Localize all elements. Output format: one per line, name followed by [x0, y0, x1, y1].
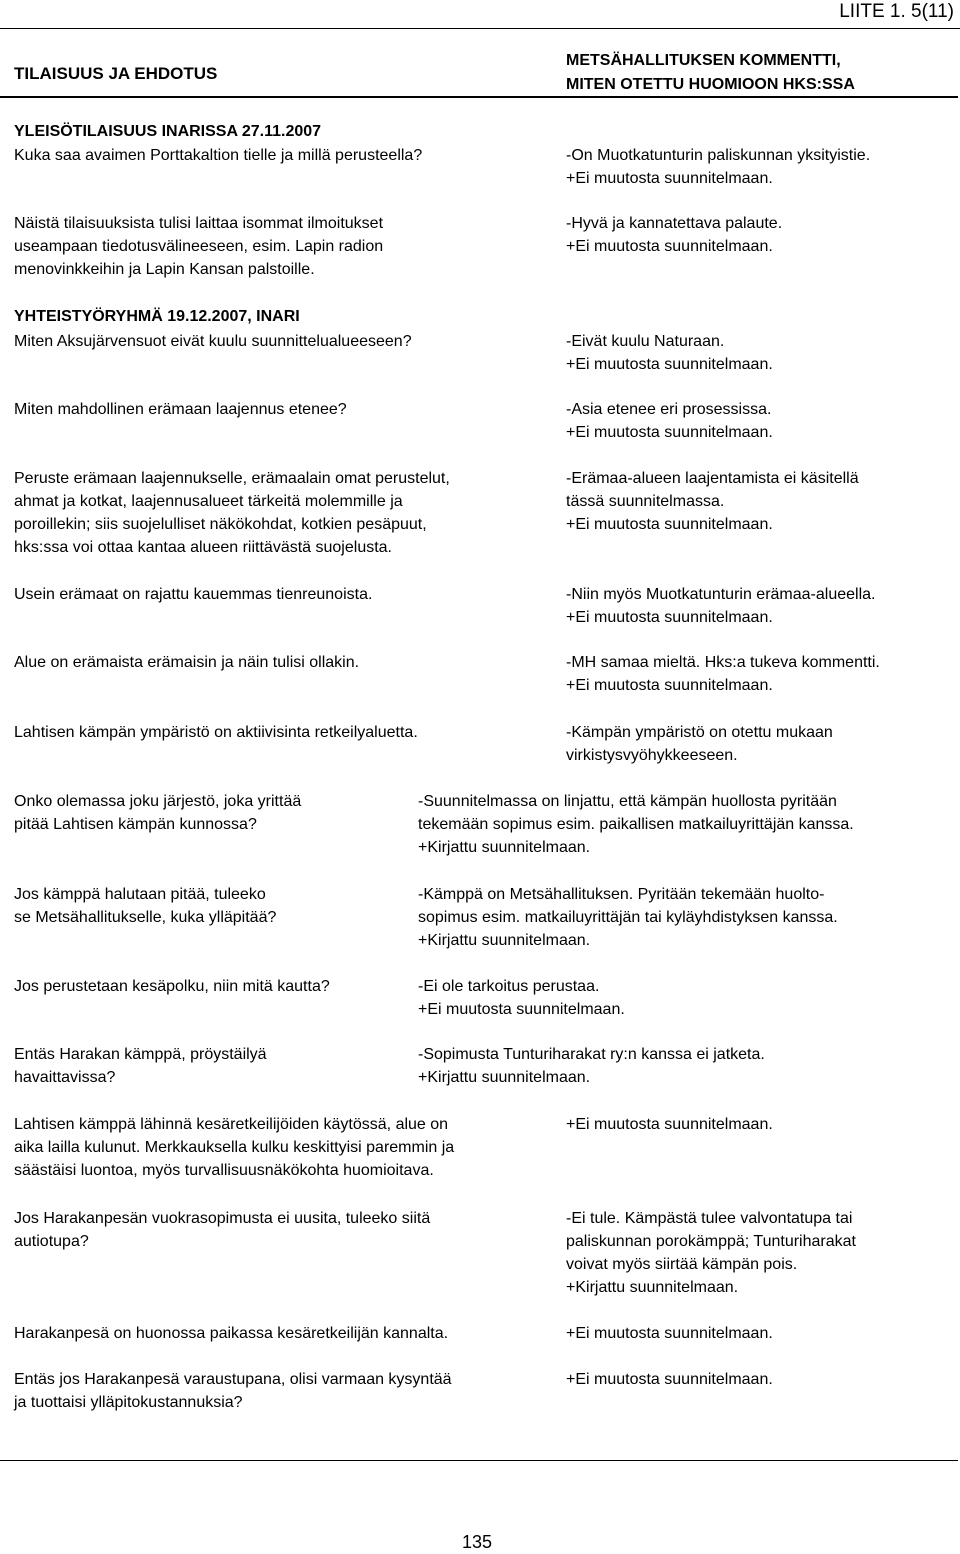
header-right-title-line1: METSÄHALLITUKSEN KOMMENTTI, — [566, 52, 841, 69]
response-text: -Suunnitelmassa on linjattu, että kämpän huollosta pyritään tekemään sopimus esim. paikallisen matkailuyrittäjän kanssa. +Kirjattu suunnitelmaan. — [418, 793, 854, 856]
page-label: LIITE 1. 5(11) — [839, 1, 954, 22]
response-text: +Ei muutosta suunnitelmaan. — [566, 1371, 773, 1388]
proposal-text: Lahtisen kämppä lähinnä kesäretkeilijöiden käytössä, alue on aika lailla kulunut. Merkkauksella kulku keskittyisi paremmin ja säästäisi luontoa, myös turvallisuusnäkökohta huomioitava. — [14, 1116, 455, 1179]
response-text: -Niin myös Muotkatunturin erämaa-alueella. +Ei muutosta suunnitelmaan. — [566, 586, 876, 626]
section-title-yhteistyoryhma: YHTEISTYÖRYHMÄ 19.12.2007, INARI — [14, 308, 300, 325]
header-rule — [0, 96, 958, 98]
proposal-text: Miten Aksujärvensuot eivät kuulu suunnittelualueeseen? — [14, 333, 412, 350]
proposal-text: Alue on erämaista erämaisin ja näin tulisi ollakin. — [14, 654, 360, 671]
response-text: -Ei tule. Kämpästä tulee valvontatupa tai paliskunnan porokämppä; Tunturiharakat voivat myös siirtää kämpän pois. +Kirjattu suunnitelmaan. — [566, 1210, 856, 1296]
response-text: -Ei ole tarkoitus perustaa. +Ei muutosta suunnitelmaan. — [418, 978, 625, 1018]
top-rule — [0, 28, 960, 29]
section-title-yleisotilaisuus: YLEISÖTILAISUUS INARISSA 27.11.2007 — [14, 123, 322, 140]
response-text: +Ei muutosta suunnitelmaan. — [566, 1325, 773, 1342]
response-text: -Kämppä on Metsähallituksen. Pyritään tekemään huolto- sopimus esim. matkailuyrittäjän tai kyläyhdistyksen kanssa. +Kirjattu suunnitelmaan. — [418, 886, 838, 949]
header-right-title-line2: MITEN OTETTU HUOMIOON HKS:SSA — [566, 76, 855, 93]
response-text: -Erämaa-alueen laajentamista ei käsitellä tässä suunnitelmassa. +Ei muutosta suunnitelmaan. — [566, 470, 859, 533]
proposal-text: Näistä tilaisuuksista tulisi laittaa isommat ilmoitukset useampaan tiedotusvälineeseen, esim. Lapin radion menovinkkeihin ja Lapin Kansan palstoille. — [14, 215, 384, 278]
bottom-rule — [0, 1460, 958, 1461]
proposal-text: Usein erämaat on rajattu kauemmas tienreunoista. — [14, 586, 373, 603]
response-text: -Sopimusta Tunturiharakat ry:n kanssa ei jatketa. +Kirjattu suunnitelmaan. — [418, 1046, 765, 1086]
proposal-text: Miten mahdollinen erämaan laajennus etenee? — [14, 401, 347, 418]
proposal-text: Harakanpesä on huonossa paikassa kesäretkeilijän kannalta. — [14, 1325, 449, 1342]
proposal-text: Jos perustetaan kesäpolku, niin mitä kautta? — [14, 978, 330, 995]
response-text: -MH samaa mieltä. Hks:a tukeva kommentti. +Ei muutosta suunnitelmaan. — [566, 654, 880, 694]
proposal-text: Jos Harakanpesän vuokrasopimusta ei uusita, tuleeko siitä autiotupa? — [14, 1210, 431, 1250]
response-text: -Asia etenee eri prosessissa. +Ei muutosta suunnitelmaan. — [566, 401, 773, 441]
proposal-text: Entäs Harakan kämppä, pröystäilyä havaittavissa? — [14, 1046, 267, 1086]
proposal-text: Kuka saa avaimen Porttakaltion tielle ja millä perusteella? — [14, 147, 423, 164]
response-text: -Hyvä ja kannatettava palaute. +Ei muutosta suunnitelmaan. — [566, 215, 783, 255]
response-text: -Eivät kuulu Naturaan. +Ei muutosta suunnitelmaan. — [566, 333, 773, 373]
proposal-text: Peruste erämaan laajennukselle, erämaalain omat perustelut, ahmat ja kotkat, laajennusalueet tärkeitä molemmille ja poroillekin; siis suojelulliset näkökohdat, kotkien pesäpuut, hks:ssa voi ottaa kantaa alueen riittävästä suojelusta. — [14, 470, 450, 556]
page-number: 135 — [462, 1532, 493, 1552]
proposal-text: Lahtisen kämpän ympäristö on aktiivisinta retkeilyaluetta. — [14, 724, 418, 741]
response-text: -On Muotkatunturin paliskunnan yksityistie. +Ei muutosta suunnitelmaan. — [566, 147, 871, 187]
proposal-text: Onko olemassa joku järjestö, joka yrittää pitää Lahtisen kämpän kunnossa? — [14, 793, 302, 833]
response-text: -Kämpän ympäristö on otettu mukaan virkistysvyöhykkeeseen. — [566, 724, 833, 764]
response-text: +Ei muutosta suunnitelmaan. — [566, 1116, 773, 1133]
proposal-text: Entäs jos Harakanpesä varaustupana, olisi varmaan kysyntää ja tuottaisi ylläpitokustannuksia? — [14, 1371, 452, 1411]
header-left-title: TILAISUUS JA EHDOTUS — [14, 64, 218, 83]
proposal-text: Jos kämppä halutaan pitää, tuleeko se Metsähallitukselle, kuka ylläpitää? — [14, 886, 277, 926]
